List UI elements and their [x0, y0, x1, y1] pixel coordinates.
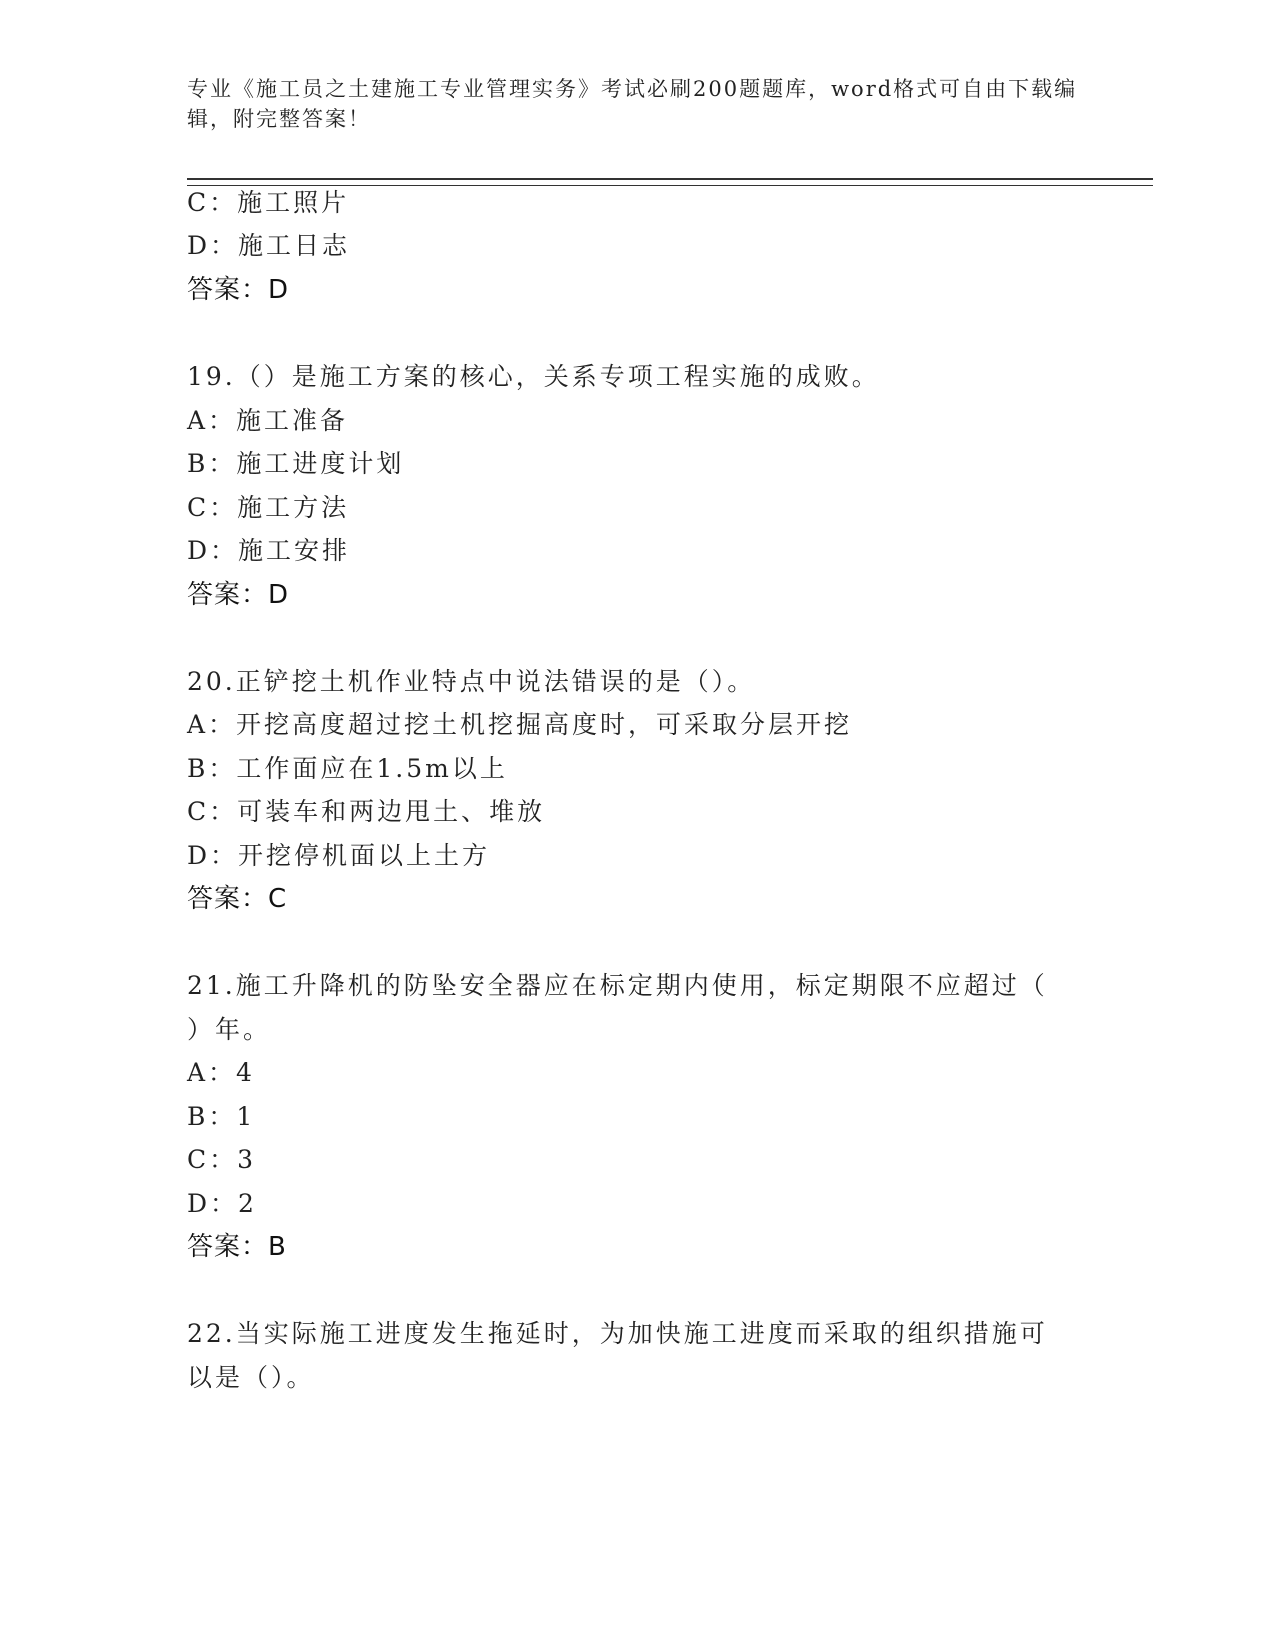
question-21-continued: ）年。 — [187, 1015, 272, 1044]
option-d: D：施工日志 — [187, 231, 351, 260]
option-c: C：可装车和两边甩土、堆放 — [187, 797, 546, 826]
question-22-continued: 以是（）。 — [187, 1363, 315, 1392]
answer-line: 答案：D — [187, 580, 290, 610]
answer-line: 答案：B — [187, 1232, 287, 1262]
option-c: C：施工方法 — [187, 493, 350, 522]
question-19: 19.（）是施工方案的核心，关系专项工程实施的成败。 — [187, 362, 880, 391]
option-d: D：开挖停机面以上土方 — [187, 841, 491, 870]
option-a: A：开挖高度超过挖土机挖掘高度时，可采取分层开挖 — [187, 710, 853, 739]
option-c: C：施工照片 — [187, 188, 350, 217]
question-20: 20.正铲挖土机作业特点中说法错误的是（）。 — [187, 667, 756, 696]
option-a: A：4 — [187, 1058, 255, 1087]
option-a: A：施工准备 — [187, 406, 349, 435]
answer-line: 答案：D — [187, 275, 290, 305]
option-b: B：工作面应在1.5m以上 — [187, 754, 508, 783]
option-d: D：施工安排 — [187, 536, 351, 565]
document-header: 专业《施工员之土建施工专业管理实务》考试必刷200题题库，word格式可自由下载编辑，附完整答案！ — [187, 77, 1078, 131]
option-b: B：施工进度计划 — [187, 449, 405, 478]
question-22: 22.当实际施工进度发生拖延时，为加快施工进度而采取的组织措施可 — [187, 1319, 1048, 1348]
option-b: B：1 — [187, 1102, 256, 1131]
answer-line: 答案：C — [187, 884, 288, 914]
option-c: C：3 — [187, 1145, 257, 1174]
question-21: 21.施工升降机的防坠安全器应在标定期内使用，标定期限不应超过（ — [187, 971, 1048, 1000]
option-d: D：2 — [187, 1189, 257, 1218]
header-divider — [187, 178, 1153, 186]
